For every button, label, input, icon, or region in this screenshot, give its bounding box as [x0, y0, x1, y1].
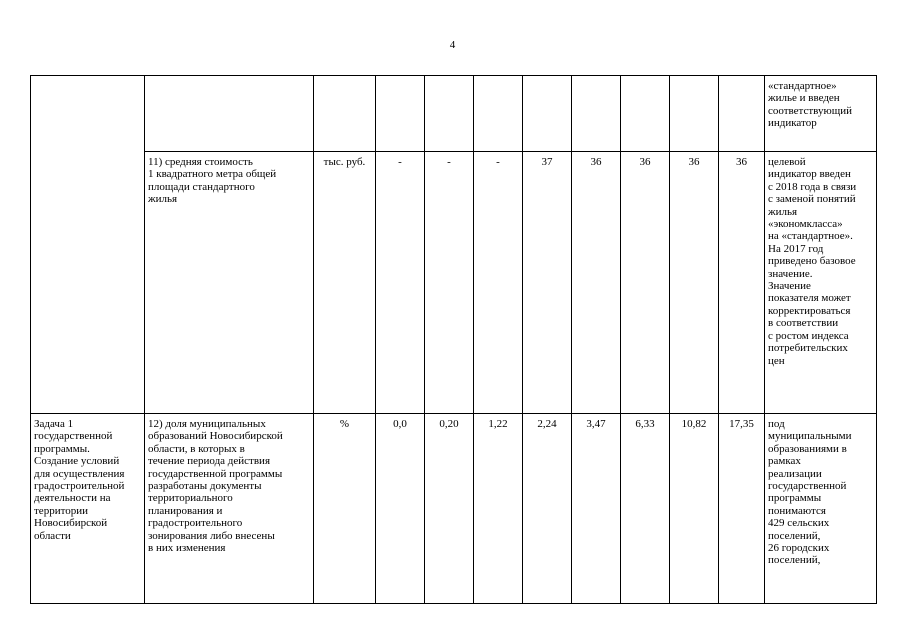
value-cell: 2,24: [523, 414, 572, 604]
unit-cell: тыс. руб.: [314, 152, 376, 414]
value-cell: 36: [670, 152, 719, 414]
indicator-cell: [145, 76, 314, 152]
value-cell: [621, 76, 670, 152]
value-cell: 36: [572, 152, 621, 414]
value-cell: 37: [523, 152, 572, 414]
indicator-cell: 11) средняя стоимость 1 квадратного метра общей площади стандартного жилья: [145, 152, 314, 414]
value-cell: 1,22: [474, 414, 523, 604]
unit-cell: [314, 76, 376, 152]
value-cell: -: [376, 152, 425, 414]
table-row: [31, 414, 877, 604]
note-cell: под муниципальными образованиями в рамках реализации государственной программы понимаются 429 сельских поселений, 26 городских поселений,: [765, 414, 877, 604]
value-cell: 6,33: [621, 414, 670, 604]
note-cell: «стандартное» жилье и введен соответствующий индикатор: [765, 76, 877, 152]
value-cell: -: [425, 152, 474, 414]
value-cell: 36: [719, 152, 765, 414]
value-cell: 0,20: [425, 414, 474, 604]
value-cell: [376, 76, 425, 152]
value-cell: [474, 76, 523, 152]
value-cell: 3,47: [572, 414, 621, 604]
table-row: [31, 76, 877, 152]
value-cell: 10,82: [670, 414, 719, 604]
note-cell: целевой индикатор введен с 2018 года в связи с заменой понятий жилья «экономкласса» на «стандартное». На 2017 год приведено базовое значение. Значение показателя может корректироваться в соответствии с ростом индекса потребительских цен: [765, 152, 877, 414]
value-cell: 36: [621, 152, 670, 414]
value-cell: [523, 76, 572, 152]
indicator-cell: 12) доля муниципальных образований Новосибирской области, в которых в течение периода действия государственной программы разработаны документы территориального планирования и градостроительного зонирования либо внесены в них изменения: [145, 414, 314, 604]
unit-cell: %: [314, 414, 376, 604]
value-cell: [572, 76, 621, 152]
value-cell: [425, 76, 474, 152]
value-cell: -: [474, 152, 523, 414]
task-cell: [31, 76, 145, 414]
value-cell: [719, 76, 765, 152]
page-number: 4: [449, 39, 456, 51]
value-cell: 17,35: [719, 414, 765, 604]
indicators-table: [30, 75, 877, 604]
table-row: [31, 152, 877, 414]
value-cell: 0,0: [376, 414, 425, 604]
value-cell: [670, 76, 719, 152]
task-cell: Задача 1 государственной программы. Создание условий для осуществления градостроительной деятельности на территории Новосибирской области: [31, 414, 145, 604]
